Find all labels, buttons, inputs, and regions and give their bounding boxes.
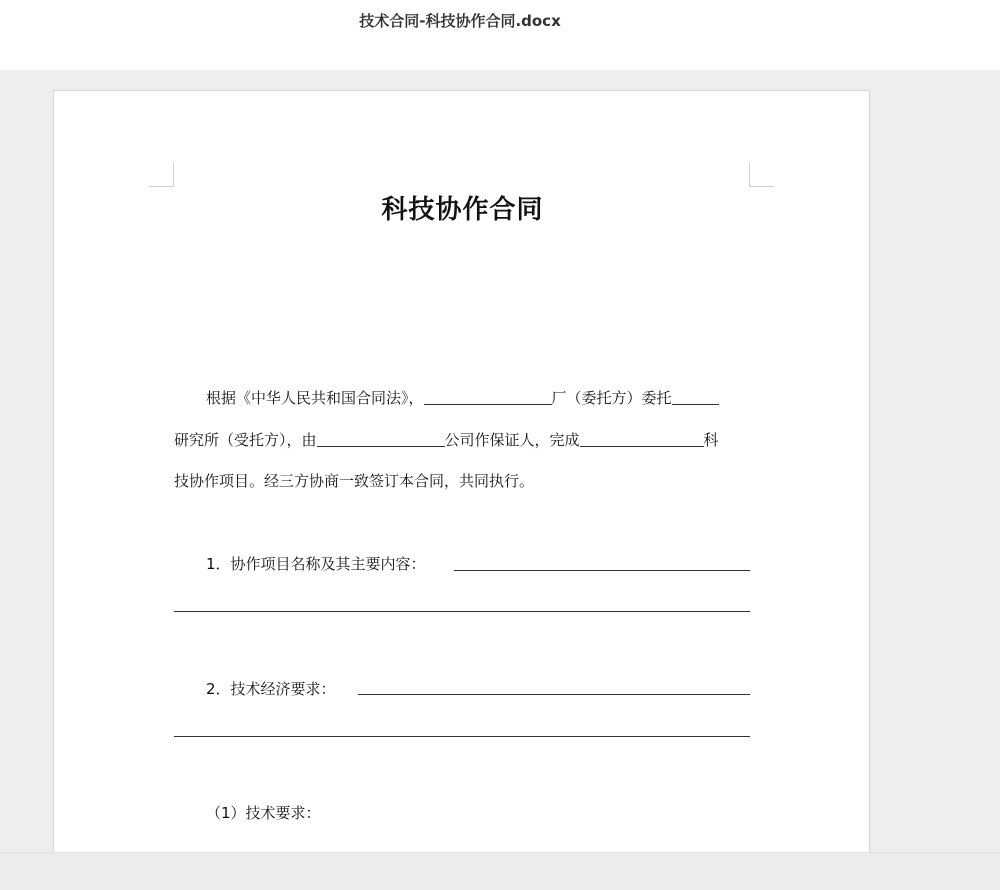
fill-blank <box>424 386 552 405</box>
fill-line <box>358 694 750 695</box>
intro-line-3: 技协作项目。经三方协商一致签订本合同，共同执行。 <box>174 472 535 490</box>
document-title: 科技协作合同 <box>381 195 544 225</box>
item-2 <box>206 677 750 701</box>
margin-corner-mark <box>749 163 774 187</box>
title-bar <box>0 0 1000 70</box>
item-1 <box>206 552 750 576</box>
fill-blank <box>580 428 704 447</box>
fill-line <box>174 736 750 737</box>
fill-blank <box>317 428 445 447</box>
intro-text: 根据《中华人民共和国合同法》， <box>206 389 424 407</box>
bottom-toolbar <box>0 852 1000 890</box>
intro-line-1 <box>206 386 750 410</box>
item-label: 1．协作项目名称及其主要内容： <box>206 555 426 573</box>
document-page <box>53 90 870 860</box>
intro-text: 研究所（受托方），由 <box>174 431 317 449</box>
intro-text: 科 <box>703 431 719 449</box>
intro-line-2 <box>174 428 750 452</box>
intro-text: 厂（委托方）委托 <box>551 389 672 407</box>
item-label: 2．技术经济要求： <box>206 680 336 698</box>
subitem-1: （1）技术要求： <box>206 804 321 822</box>
fill-blank <box>672 386 719 405</box>
fill-line <box>454 570 750 571</box>
document-viewer[interactable] <box>0 70 1000 852</box>
intro-text: 公司作保证人，完成 <box>444 431 580 449</box>
margin-corner-mark <box>149 163 174 187</box>
document-filename: 技术合同-科技协作合同.docx <box>359 12 561 30</box>
fill-line <box>174 611 750 612</box>
